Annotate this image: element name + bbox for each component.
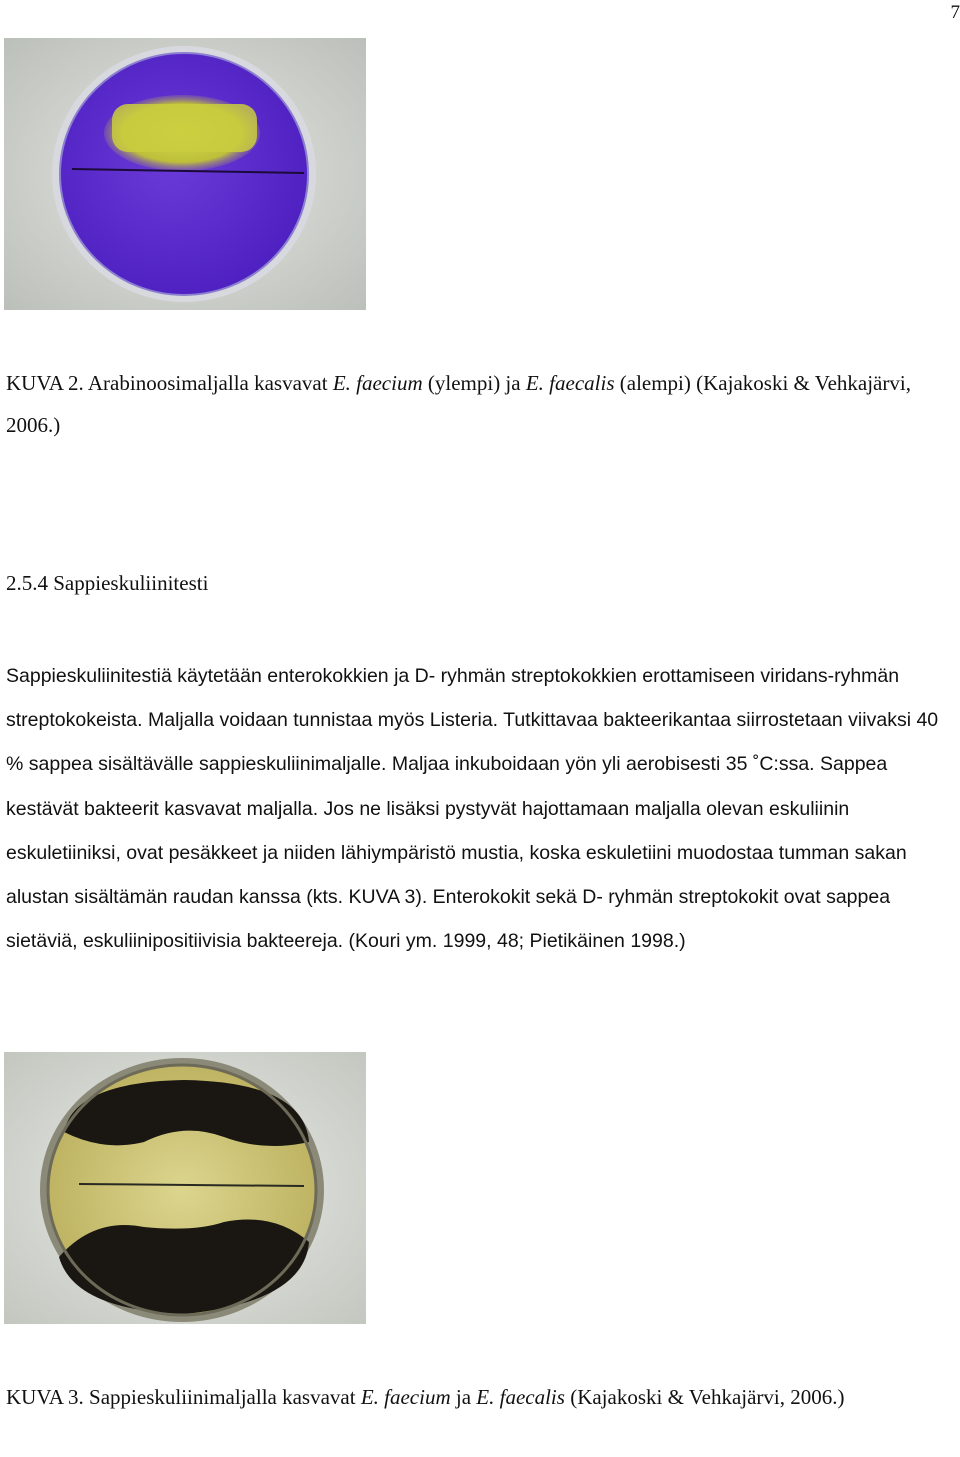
section-heading: 2.5.4 Sappieskuliinitesti <box>6 571 209 595</box>
species-name: E. faecium <box>360 1385 451 1409</box>
body-paragraph: Sappieskuliinitestiä käytetään enterokokkien ja D- ryhmän streptokokkien erottamiseen viridans-ryhmän streptokokeista. Maljalla voidaan tunnistaa myös Listeria. Tutkittavaa bakteerikantaa siirrostetaan viivaksi 40 % sappea sisältävälle sappieskuliinimaljalle. Maljaa inkuboidaan yön yli aerobisesti 35 ˚C:ssa. Sappea kestävät bakteerit kasvavat maljalla. Jos ne lisäksi pystyvät hajottamaan maljalla olevan eskuliinin eskuletiiniksi, ovat pesäkkeet ja niiden lähiympäristö mustia, koska eskuletiini muodostaa tumman sakan alustan sisältämän raudan kanssa (kts. KUVA 3). Enterokokit sekä D- ryhmän streptokokit ovat sappea sietäviä, eskuliinipositiivisia bakteereja. (Kouri ym. 1999, 48; Pietikäinen 1998.) <box>6 665 939 953</box>
page-number: 7 <box>950 2 960 23</box>
caption-text: KUVA 2. Arabinoosimaljalla kasvavat <box>6 371 333 395</box>
arabinose-plate-photo <box>4 38 366 310</box>
caption-text: ja <box>450 1385 477 1409</box>
figure-2-caption <box>6 362 956 446</box>
caption-text: KUVA 3. Sappieskuliinimaljalla kasvavat <box>6 1385 361 1409</box>
species-name: E. faecalis <box>525 371 615 395</box>
bile-esculin-plate-photo <box>4 1052 366 1324</box>
caption-text: (alempi) (Kajakoski & Vehkajärvi, 2006.) <box>6 371 911 437</box>
figure-3-caption <box>6 1376 956 1418</box>
caption-text: (Kajakoski & Vehkajärvi, 2006.) <box>564 1385 845 1409</box>
species-name: E. faecium <box>332 371 423 395</box>
species-name: E. faecalis <box>476 1385 565 1409</box>
caption-text: (ylempi) ja <box>422 371 526 395</box>
